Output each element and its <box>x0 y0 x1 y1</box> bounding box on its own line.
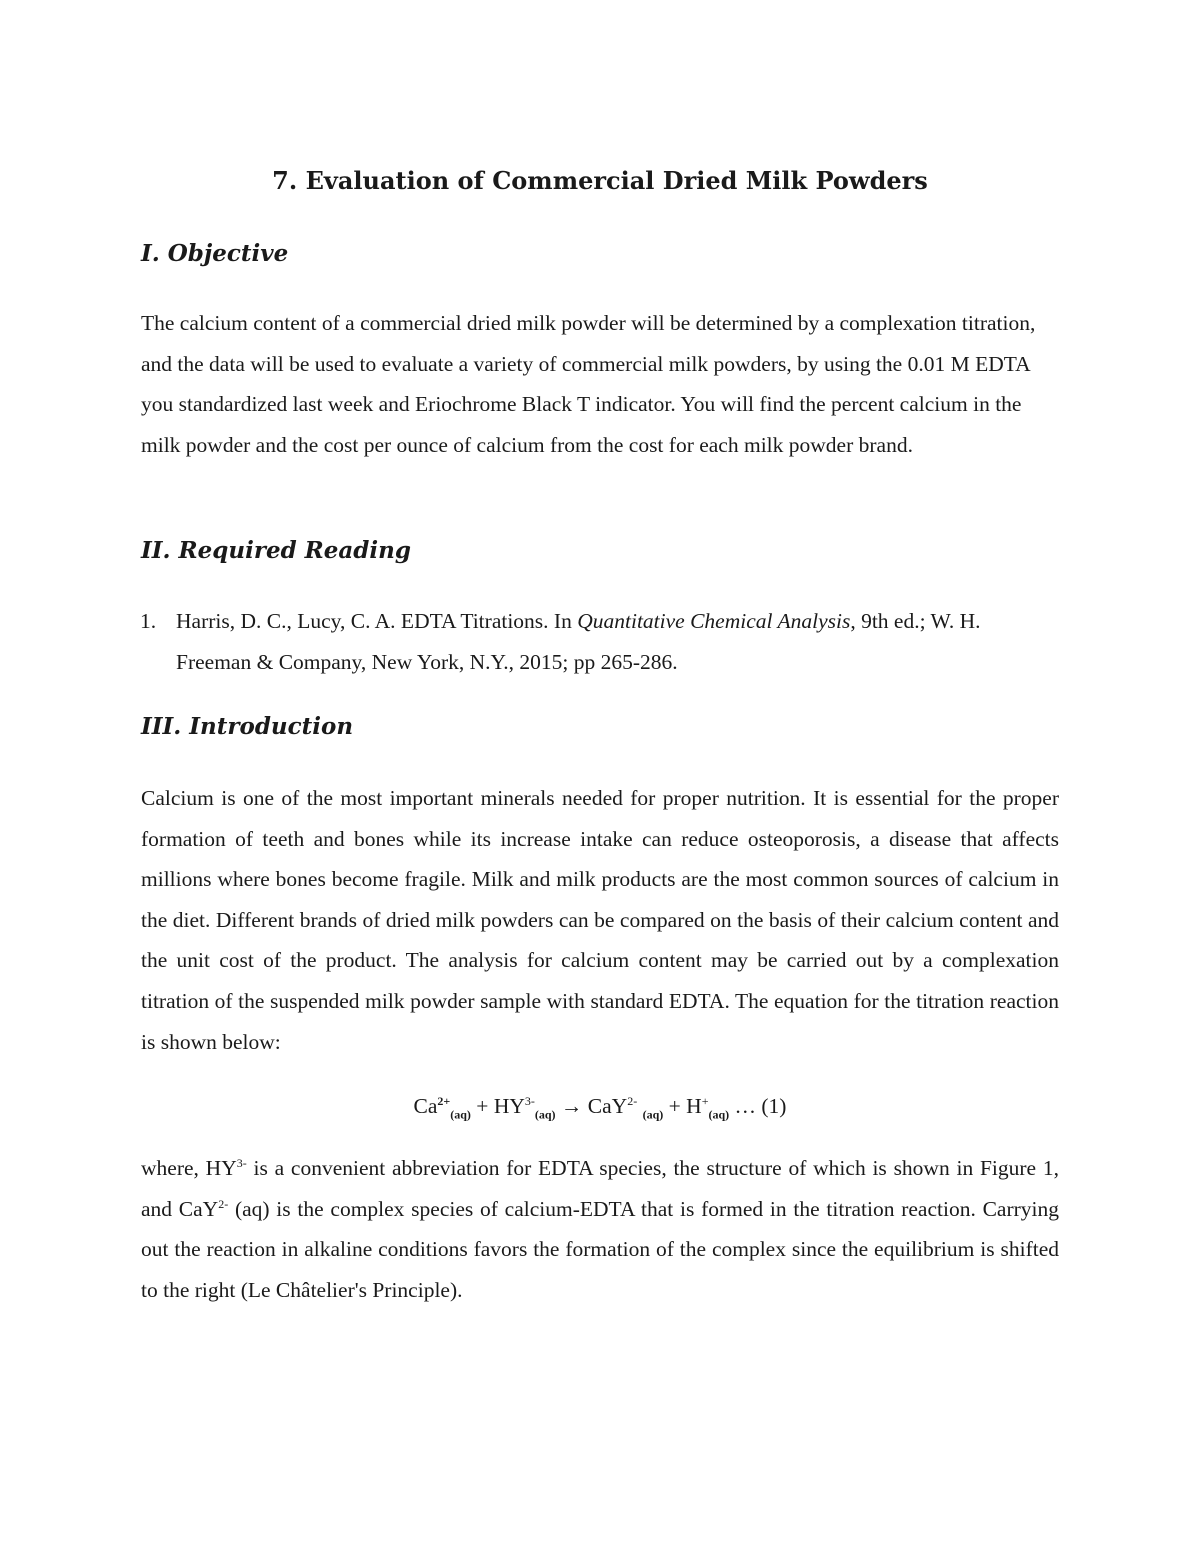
reference-number: 1. <box>140 609 157 633</box>
heading-required-reading: II. Required Reading <box>141 537 411 564</box>
reference-publisher: , 9th ed.; W. H. Freeman & Company, New York, N.Y., 2015; pp 265-286. <box>176 609 981 674</box>
reaction-arrow-icon: → <box>560 1094 583 1118</box>
reference-authors: Harris, D. C., Lucy, C. A. EDTA Titrations. In <box>176 609 578 633</box>
titration-equation: $Ca^{2+}_{(aq)} + HY^{3-}_{(aq)} \to CaY^{2-}$ $_{(aq)} + H^+_{(aq)}$ … (1) <box>413 1093 787 1122</box>
page-title: 7. Evaluation of Commercial Dried Milk Powders <box>272 166 928 195</box>
equation-explanation-paragraph: where, $HY^{3-}$ is a convenient abbreviation for EDTA species, the structure of which is shown in Figure 1, and CaY$^{2-}$ (aq) is the complex species of calcium-EDTA that is formed in the titration reaction. Carrying out the reaction in alkaline conditions favors the formation of the complex since the equilibrium is shifted to the right (Le Châtelier's Principle). <box>141 1155 1060 1302</box>
reference-book-title: Quantitative Chemical Analysis <box>577 609 851 633</box>
heading-objective: I. Objective <box>141 240 289 267</box>
objective-paragraph: The calcium content of a commercial dried milk powder will be determined by a complexation titration, and the data will be used to evaluate a variety of commercial milk powders, by using the 0.01 M EDTA you standardized last week and Eriochrome Black T indicator. You will find the percent calcium in the milk powder and the cost per ounce of calcium from the cost for each milk powder brand. <box>141 311 1036 457</box>
reference-item <box>140 601 1060 682</box>
introduction-paragraph: Calcium is one of the most important minerals needed for proper nutrition. It is essential for the proper formation of teeth and bones while its increase intake can reduce osteoporosis, a disease that affects millions where bones become fragile. Milk and milk products are the most common sources of calcium in the diet. Different brands of dried milk powders can be compared on the basis of their calcium content and the unit cost of the product. The analysis for calcium content may be carried out by a complexation titration of the suspended milk powder sample with standard EDTA. The equation for the titration reaction is shown below: <box>141 786 1059 1054</box>
heading-introduction: III. Introduction <box>141 713 354 740</box>
